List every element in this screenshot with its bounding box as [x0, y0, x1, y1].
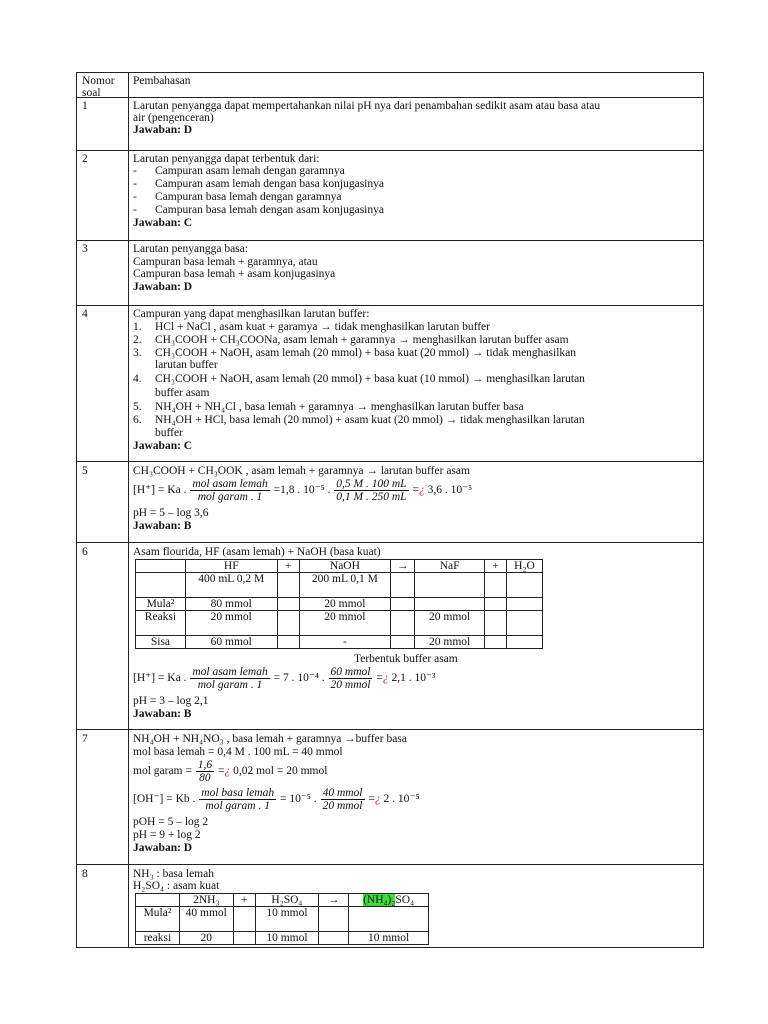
table-border-left: [76, 72, 77, 948]
explanation-line: Campuran basa lemah + garamnya, atau: [133, 256, 318, 268]
answer-label: Jawaban: B: [133, 520, 192, 532]
explanation-line: mol basa lemah = 0,4 M . 100 mL = 40 mmol: [133, 746, 343, 758]
stoichiometry-table: [135, 893, 429, 945]
question-number: 1: [82, 100, 88, 112]
header-pembahasan: Pembahasan: [133, 75, 191, 87]
table-border-bottom: [76, 947, 704, 948]
explanation-line: Campuran basa lemah + asam konjugasinya: [133, 268, 336, 280]
explanation-line: Larutan penyangga dapat mempertahankan nilai pH nya dari penambahan sedikit asam atau basa atau: [133, 100, 601, 112]
list-item: 3. CH₃COOH + NaOH, asam lemah (20 mmol) + basa kuat (20 mmol) → tidak menghasilkan: [133, 347, 577, 359]
list-item: 1. HCl + NaCl , asam kuat + garamya → tidak menghasilkan larutan buffer: [133, 321, 490, 333]
row-divider: [76, 97, 704, 98]
header-nomor: Nomor: [82, 75, 115, 87]
answer-label: Jawaban: B: [133, 708, 192, 720]
explanation-line: air (pengenceran): [133, 112, 214, 124]
row-divider: [76, 729, 704, 730]
formula-mol-garam: mol garam = $\frac{1,6}{80}$ =¿ 0,02 mol = 20 mmol: [133, 759, 328, 784]
table-column-divider: [128, 72, 129, 948]
explanation-line: Asam flourida, HF (asam lemah) + NaOH (basa kuat): [133, 546, 381, 558]
list-item: 5. NH₄OH + NH₄Cl , basa lemah + garamnya → menghasilkan larutan buffer basa: [133, 401, 524, 413]
ph-result: pH = 3 – log 2,1: [133, 695, 209, 707]
row-divider: [76, 542, 704, 543]
row-divider: [76, 305, 704, 306]
explanation-line: CH₃COOH + CH₃OOK , asam lemah + garamnya → larutan buffer asam: [133, 465, 470, 477]
ph-result: pH = 5 – log 3,6: [133, 507, 209, 519]
question-number: 4: [82, 308, 88, 320]
explanation-line: NH₄OH + NH₄NO₃ , basa lemah + garamnya →buffer basa: [133, 733, 407, 745]
explanation-line: Campuran yang dapat menghasilkan larutan buffer:: [133, 308, 370, 320]
table-row: 400 mL 0,2 M 200 mL 0,1 M: [136, 573, 543, 598]
table-border-top: [76, 72, 704, 73]
list-item: buffer asam: [155, 387, 210, 399]
answer-label: Jawaban: D: [133, 124, 193, 136]
row-divider: [76, 461, 704, 462]
question-number: 8: [82, 868, 88, 880]
list-item: - Campuran basa lemah dengan asam konjugasinya: [133, 204, 384, 216]
answer-label: Jawaban: C: [133, 440, 193, 452]
question-number: 7: [82, 733, 88, 745]
question-number: 5: [82, 465, 88, 477]
ph-result: pH = 9 + log 2: [133, 829, 201, 841]
question-number: 6: [82, 546, 88, 558]
question-number: 2: [82, 153, 88, 165]
table-row: Mula² 80 mmol 20 mmol: [136, 598, 543, 611]
list-item: 6. NH₄OH + HCl, basa lemah (20 mmol) + asam kuat (20 mmol) → tidak menghasilkan larutan: [133, 414, 585, 426]
stoichiometry-table: [135, 559, 543, 649]
answer-label: Jawaban: D: [133, 281, 193, 293]
list-item: 4. CH₃COOH + NaOH, asam lemah (20 mmol) + basa kuat (10 mmol) → menghasilkan larutan: [133, 373, 585, 385]
table-note: Terbentuk buffer asam: [354, 653, 458, 665]
explanation-line: NH₃ : basa lemah: [133, 868, 214, 880]
row-divider: [76, 240, 704, 241]
table-row: Reaksi 20 mmol 20 mmol 20 mmol: [136, 611, 543, 636]
formula-h: [H⁺] = Ka . $\frac{\text{mol asam lemah}}{\text{mol garam . 1}}$ =1,8 . 10⁻⁵ . $\frac{0,5 M . 100 mL}{0,1 M . 250 mL}$ =¿ 3,6 . 10⁻⁵: [133, 478, 473, 503]
table-row: Sisa 60 mmol - 20 mmol: [136, 636, 543, 649]
formula-h: [H⁺] = Ka . $\frac{\text{mol asam lemah}}{\text{mol garam . 1}}$ = 7 . 10⁻⁴ . $\frac{\text{60 mmol}}{\text{20 mmol}}$ =¿ 2,1 . 10⁻³: [133, 666, 436, 691]
table-row: reaksi 20 10 mmol 10 mmol: [136, 932, 429, 945]
list-item: 2. CH₃COOH + CH₃COONa, asam lemah + garamnya → menghasilkan larutan buffer asam: [133, 334, 569, 346]
list-item: - Campuran asam lemah dengan garamnya: [133, 165, 345, 177]
highlighted-text: (NH₄)₂: [363, 894, 396, 906]
answer-label: Jawaban: C: [133, 217, 193, 229]
explanation-line: Larutan penyangga basa:: [133, 243, 248, 255]
row-divider: [76, 150, 704, 151]
header-soal: soal: [82, 87, 101, 99]
table-border-right: [703, 72, 704, 948]
question-number: 3: [82, 243, 88, 255]
answer-label: Jawaban: D: [133, 842, 193, 854]
table-row: Mula² 40 mmol 10 mmol: [136, 907, 429, 932]
formula-oh: [OH⁻] = Kb . $\frac{\text{mol basa lemah}}{\text{mol garam . 1}}$ = 10⁻⁵ . $\frac{\text{40 mmol}}{\text{20 mmol}}$ =¿ 2 . 10⁻⁵: [133, 787, 420, 812]
list-item: larutan buffer: [155, 359, 218, 371]
list-item: - Campuran basa lemah dengan garamnya: [133, 191, 342, 203]
table-row: 2NH₃ + H₂SO₄ → (NH₄)₂SO₄: [136, 894, 429, 907]
explanation-line: H₂SO₄ : asam kuat: [133, 880, 220, 892]
table-row: HF + NaOH → NaF + H₂O: [136, 560, 543, 573]
row-divider: [76, 864, 704, 865]
list-item: - Campuran asam lemah dengan basa konjugasinya: [133, 178, 384, 190]
explanation-line: Larutan penyangga dapat terbentuk dari:: [133, 153, 320, 165]
poh-result: pOH = 5 – log 2: [133, 816, 209, 828]
product-cell: (NH₄)₂SO₄: [349, 894, 429, 907]
list-item: buffer: [155, 427, 183, 439]
